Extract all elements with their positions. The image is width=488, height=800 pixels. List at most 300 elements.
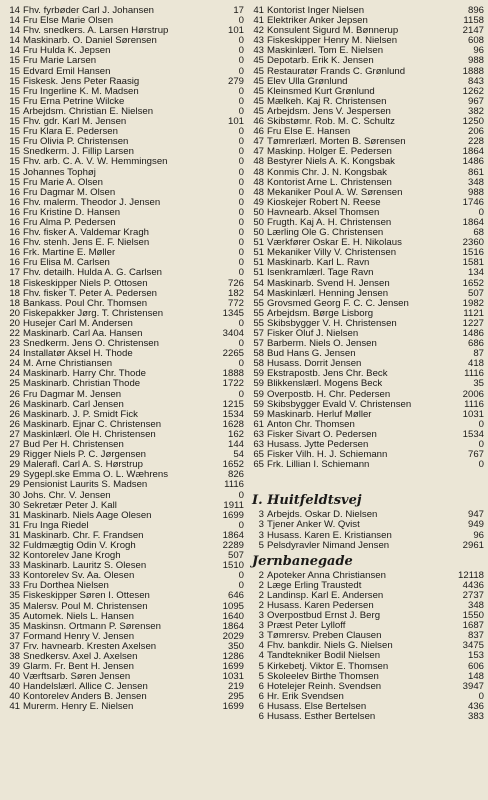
- entry-name: Bud Per H. Christensen: [23, 440, 124, 451]
- list-item: [248, 67, 484, 77]
- entry-name: Maskinarb. Carl Jensen: [23, 399, 124, 410]
- entry-number: 14: [9, 5, 20, 16]
- entry-name: Fhv. fisker T. Peter A. Pedersen: [23, 288, 158, 299]
- entry-number: 57: [253, 328, 264, 339]
- entry-name: Husass. Jytte Pedersen: [267, 440, 369, 451]
- entry-name: Isenkramlærl. Tage Ravn: [267, 268, 374, 279]
- entry-amount: 1158: [463, 15, 484, 27]
- entry-name: Husass. Dorrit Jensen: [267, 359, 362, 370]
- entry-number: 17: [9, 267, 20, 279]
- entry-number: 40: [9, 681, 20, 693]
- list-item: [248, 601, 484, 611]
- entry-number: 6: [258, 700, 264, 712]
- entry-name: Husass. Else Bertelsen: [267, 701, 367, 712]
- entry-amount: 1864: [462, 146, 484, 158]
- entry-amount: 1116: [224, 479, 244, 491]
- entry-number: 31: [9, 529, 20, 541]
- entry-name: Fru Alma P. Pedersen: [23, 217, 116, 228]
- list-item: [4, 218, 244, 228]
- entry-name: Maskinarb. J. P. Smidt Fick: [23, 409, 138, 420]
- list-item: [248, 127, 484, 137]
- entry-name: Ekstrapostb. Jens Chr. Beck: [267, 369, 388, 380]
- entry-number: 24: [9, 368, 20, 380]
- list-item: [248, 369, 484, 379]
- entry-name: Mekaniker Villy V. Christensen: [267, 248, 397, 259]
- entry-amount: 0: [238, 146, 244, 158]
- entry-name: Fru Else Marie Olsen: [23, 16, 114, 27]
- entry-amount: 1262: [462, 85, 484, 97]
- list-item: [248, 289, 484, 299]
- entry-name: Bankass. Poul Chr. Thomsen: [23, 298, 148, 309]
- list-item: [248, 390, 484, 400]
- entry-number: 33: [9, 580, 20, 592]
- entry-amount: 350: [227, 640, 244, 652]
- entry-name: Fiskepakker Jørg. T. Christensen: [23, 308, 164, 319]
- list-item: [248, 430, 484, 440]
- list-item: [4, 541, 244, 551]
- entry-name: Fru Inga Riedel: [23, 520, 89, 531]
- entry-number: 47: [253, 136, 264, 148]
- entry-name: Kontorelev Sv. Aa. Olesen: [23, 571, 135, 582]
- right-column-list: [248, 6, 484, 470]
- entry-number: 51: [253, 257, 264, 269]
- entry-amount: 418: [467, 358, 484, 370]
- entry-amount: 1864: [222, 620, 244, 632]
- entry-amount: 1982: [462, 297, 484, 309]
- entry-name: Konsulent Sigurd M. Bønnerup: [267, 26, 399, 37]
- list-item: [248, 77, 484, 87]
- entry-amount: 383: [467, 711, 484, 722]
- entry-amount: 12118: [458, 569, 484, 581]
- entry-amount: 96: [473, 529, 484, 541]
- list-item: [248, 319, 484, 329]
- entry-number: 47: [253, 146, 264, 158]
- list-item: [248, 621, 484, 631]
- entry-name: Fisker Oluf J. Nielsen: [267, 329, 359, 339]
- entry-name: Fru Elisa M. Carlsen: [23, 258, 110, 269]
- list-item: [4, 329, 244, 339]
- entry-name: Grovsmed Georg F. C. C. Jensen: [267, 298, 409, 309]
- entry-amount: 0: [238, 317, 244, 329]
- entry-amount: 1911: [223, 499, 244, 511]
- list-item: [248, 117, 484, 127]
- entry-amount: 947: [467, 509, 484, 521]
- entry-name: Maskinlærl. Ole H. Christensen: [23, 429, 156, 440]
- entry-amount: 1227: [462, 317, 484, 329]
- entry-name: Fhv. bankdir. Niels G. Nielsen: [267, 641, 393, 652]
- list-item: [248, 16, 484, 26]
- entry-number: 58: [253, 348, 264, 360]
- entry-amount: 1699: [222, 661, 244, 673]
- list-item: [248, 571, 484, 581]
- entry-number: 31: [9, 519, 20, 531]
- list-item: [248, 309, 484, 319]
- entry-number: 65: [253, 459, 264, 471]
- list-item: [248, 157, 484, 167]
- entry-name: Husass. Karen E. Kristiansen: [267, 530, 392, 541]
- entry-amount: 348: [467, 176, 484, 188]
- list-item: [4, 67, 244, 77]
- entry-number: 59: [253, 378, 264, 390]
- entry-amount: 686: [467, 338, 484, 350]
- entry-name: Bud Hans G. Jensen: [267, 349, 356, 360]
- entry-name: Fru Marie Larsen: [23, 56, 97, 67]
- entry-number: 41: [253, 15, 264, 27]
- entry-number: 26: [9, 398, 20, 410]
- list-item: [4, 26, 244, 36]
- entry-name: Snedkerm. Jens O. Christensen: [23, 339, 159, 350]
- list-item: [4, 430, 244, 440]
- list-item: [4, 137, 244, 147]
- entry-amount: 1888: [462, 65, 484, 77]
- entry-amount: 0: [238, 65, 244, 77]
- entry-name: Lærling Ole G. Christensen: [267, 228, 384, 239]
- list-item: [4, 642, 244, 652]
- list-item: [4, 390, 244, 400]
- entry-number: 43: [253, 35, 264, 47]
- list-item: [248, 299, 484, 309]
- entry-name: Fuldmægtig Odin V. Krogh: [23, 540, 136, 551]
- entry-number: 50: [253, 227, 264, 239]
- entry-name: Elektriker Anker Jepsen: [267, 16, 368, 27]
- list-item: [248, 692, 484, 702]
- list-item: [248, 329, 484, 339]
- entry-number: 46: [253, 126, 264, 138]
- entry-amount: 843: [467, 75, 484, 87]
- entry-name: Pensionist Laurits S. Madsen: [23, 480, 148, 491]
- entry-amount: 1746: [462, 196, 484, 208]
- entry-name: Fhv. detailh. Hulda A. G. Carlsen: [23, 268, 162, 279]
- entry-number: 15: [9, 105, 20, 117]
- entry-amount: 87: [473, 348, 484, 360]
- list-item: [4, 561, 244, 571]
- entry-number: 15: [9, 85, 20, 97]
- entry-name: Snedkersv. Axel J. Axelsen: [23, 652, 138, 662]
- list-item: [4, 16, 244, 26]
- list-item: [4, 652, 244, 662]
- entry-name: Skibsbygger V. H. Christensen: [267, 318, 397, 329]
- entry-amount: 0: [238, 237, 244, 249]
- entry-name: Husass. Karen Pedersen: [267, 600, 374, 611]
- list-item: [248, 6, 484, 16]
- entry-amount: 988: [467, 186, 484, 198]
- entry-number: 3: [258, 630, 264, 642]
- entry-amount: 17: [233, 5, 244, 16]
- entry-amount: 182: [227, 287, 244, 299]
- entry-amount: 0: [238, 388, 244, 400]
- entry-number: 63: [253, 428, 264, 440]
- entry-name: Frk. Lillian I. Schiemann: [267, 460, 370, 471]
- entry-name: Maskinarb. Svend H. Jensen: [267, 278, 390, 289]
- entry-amount: 0: [238, 55, 244, 67]
- entry-name: Maskinarb. Harry Chr. Thode: [23, 369, 146, 380]
- entry-amount: 54: [233, 449, 244, 461]
- entry-number: 18: [9, 287, 20, 299]
- entry-amount: 1031: [222, 671, 244, 683]
- entry-name: Fhv. gdr. Karl M. Jensen: [23, 117, 127, 128]
- entry-number: 35: [9, 600, 20, 612]
- entry-amount: 2737: [462, 589, 484, 601]
- entry-name: Fiskeskipper Niels P. Ottosen: [23, 278, 148, 289]
- list-item: [4, 198, 244, 208]
- list-item: [248, 46, 484, 56]
- section-heading-huitfeldtsvej: I. Huitfeldtsvej: [252, 493, 362, 509]
- list-item: [248, 510, 484, 520]
- entry-name: Pelsdyravler Nimand Jensen: [267, 540, 390, 551]
- entry-number: 15: [9, 65, 20, 77]
- list-item: [248, 359, 484, 369]
- entry-amount: 0: [238, 338, 244, 350]
- entry-amount: 1722: [222, 378, 244, 390]
- entry-name: Fru Marie A. Olsen: [23, 177, 103, 188]
- entry-number: 43: [253, 45, 264, 57]
- entry-name: Fru Dagmar M. Olsen: [23, 187, 116, 198]
- list-item: [4, 289, 244, 299]
- entry-number: 2: [258, 569, 264, 581]
- entry-number: 41: [253, 5, 264, 16]
- list-item: [248, 198, 484, 208]
- entry-amount: 1652: [222, 459, 244, 471]
- entry-amount: 1687: [462, 620, 484, 632]
- entry-name: Skibstømr. Rob. M. C. Schultz: [267, 117, 395, 128]
- entry-amount: 1534: [222, 408, 244, 420]
- entry-amount: 0: [238, 156, 244, 168]
- entry-amount: 279: [227, 75, 244, 87]
- list-item: [248, 641, 484, 651]
- entry-amount: 144: [227, 439, 244, 451]
- entry-number: 58: [253, 358, 264, 370]
- list-item: [248, 651, 484, 661]
- entry-amount: 3404: [222, 328, 244, 339]
- entry-amount: 0: [238, 196, 244, 208]
- entry-name: Elev Ulla Grønlund: [267, 76, 348, 87]
- entry-name: Hotelejer Reinh. Svendsen: [267, 681, 382, 692]
- entry-number: 29: [9, 449, 20, 461]
- list-item: [4, 349, 244, 359]
- list-item: [248, 702, 484, 712]
- entry-name: Mælkeh. Kaj R. Christensen: [267, 96, 387, 107]
- entry-number: 16: [9, 186, 20, 198]
- list-item: [4, 551, 244, 561]
- entry-amount: 96: [473, 45, 484, 57]
- entry-number: 32: [9, 550, 20, 562]
- entry-amount: 1550: [462, 610, 484, 622]
- entry-name: Arbejdsm. Christian E. Nielsen: [23, 106, 154, 117]
- entry-number: 14: [9, 25, 20, 37]
- entry-name: Maskinp. Holger E. Pedersen: [267, 147, 392, 158]
- entry-amount: 507: [227, 550, 244, 562]
- entry-name: Johs. Chr. V. Jensen: [23, 490, 111, 501]
- entry-number: 45: [253, 95, 264, 107]
- entry-amount: 0: [238, 105, 244, 117]
- entry-number: 26: [9, 408, 20, 420]
- entry-amount: 206: [467, 126, 484, 138]
- list-item: [4, 127, 244, 137]
- entry-name: Maskinarb. O. Daniel Sørensen: [23, 36, 157, 47]
- entry-amount: 148: [467, 670, 484, 682]
- entry-amount: 1116: [464, 368, 484, 380]
- list-item: [248, 611, 484, 621]
- entry-amount: 1864: [222, 529, 244, 541]
- entry-number: 40: [9, 671, 20, 683]
- entry-number: 18: [9, 297, 20, 309]
- entry-amount: 295: [227, 691, 244, 703]
- list-item: [4, 248, 244, 258]
- entry-name: Maskinlærl. Henning Jensen: [267, 288, 389, 299]
- entry-name: Apoteker Anna Christiansen: [267, 570, 386, 581]
- entry-amount: 1516: [462, 247, 484, 259]
- entry-name: Restauratør Frands C. Grønlund: [267, 66, 406, 77]
- entry-number: 15: [9, 136, 20, 148]
- entry-number: 30: [9, 499, 20, 511]
- entry-name: Glarm. Fr. Bent H. Jensen: [23, 662, 134, 673]
- entry-number: 37: [9, 630, 20, 642]
- entry-name: Havnearb. Aksel Thomsen: [267, 207, 380, 218]
- list-item: [248, 238, 484, 248]
- entry-name: Fhv. snedkers. A. Larsen Hørstrup: [23, 26, 169, 37]
- list-item: [248, 450, 484, 460]
- entry-name: Anton Chr. Thomsen: [267, 419, 355, 430]
- entry-number: 6: [258, 690, 264, 702]
- entry-amount: 0: [238, 136, 244, 148]
- entry-name: Fiskeskipper Henry M. Nielsen: [267, 36, 398, 47]
- entry-amount: 436: [467, 700, 484, 712]
- list-item: [4, 379, 244, 389]
- entry-name: Frugth. Kaj A. H. Christensen: [267, 217, 392, 228]
- entry-name: Frk. Martine E. Møller: [23, 248, 116, 259]
- list-item: [4, 359, 244, 369]
- list-item: [4, 6, 244, 16]
- entry-name: Kontorist Inger Nielsen: [267, 6, 365, 16]
- entry-name: M. Arne Christiansen: [23, 359, 113, 370]
- list-item: [4, 612, 244, 622]
- entry-amount: 949: [467, 519, 484, 531]
- entry-number: 15: [9, 166, 20, 178]
- entry-amount: 0: [238, 247, 244, 259]
- list-item: [4, 369, 244, 379]
- entry-amount: 2360: [462, 237, 484, 249]
- entry-number: 5: [258, 660, 264, 672]
- entry-name: Kirkebetj. Viktor E. Thomsen: [267, 661, 389, 672]
- entry-amount: 1864: [462, 216, 484, 228]
- entry-number: 31: [9, 509, 20, 521]
- entry-name: Frv. havnearb. Kresten Axelsen: [23, 641, 157, 652]
- entry-number: 26: [9, 388, 20, 400]
- entry-amount: 2265: [222, 348, 244, 360]
- list-item: [4, 591, 244, 601]
- list-item: [248, 208, 484, 218]
- list-item: [248, 581, 484, 591]
- entry-amount: 1215: [222, 398, 244, 410]
- list-item: [4, 157, 244, 167]
- entry-name: Maskinsn. Ortmann P. Sørensen: [23, 621, 161, 632]
- entry-name: Fru Kristine D. Hansen: [23, 207, 121, 218]
- entry-number: 57: [253, 338, 264, 350]
- list-item: [248, 87, 484, 97]
- entry-number: 23: [9, 338, 20, 350]
- entry-number: 15: [9, 146, 20, 158]
- list-item: [4, 632, 244, 642]
- entry-name: Tjener Anker W. Qvist: [267, 520, 360, 531]
- entry-number: 48: [253, 156, 264, 168]
- entry-name: Malerafl. Carl A. S. Hørstrup: [23, 460, 143, 471]
- entry-number: 51: [253, 247, 264, 259]
- entry-number: 59: [253, 398, 264, 410]
- entry-amount: 219: [227, 681, 244, 693]
- list-item: [4, 319, 244, 329]
- entry-number: 20: [9, 307, 20, 319]
- list-item: [4, 77, 244, 87]
- entry-amount: 1095: [222, 600, 244, 612]
- entry-number: 55: [253, 317, 264, 329]
- entry-number: 22: [9, 328, 20, 339]
- entry-amount: 0: [238, 227, 244, 239]
- list-item: [4, 501, 244, 511]
- entry-name: Maskinarb. Ejnar C. Christensen: [23, 419, 162, 430]
- entry-number: 45: [253, 65, 264, 77]
- jernbanegade-list: [248, 571, 484, 722]
- entry-amount: 1640: [222, 610, 244, 622]
- entry-amount: 1250: [462, 116, 484, 128]
- list-item: [4, 117, 244, 127]
- entry-name: Arbejdsm. Jens V. Jespersen: [267, 106, 391, 117]
- right-column: [248, 6, 484, 722]
- entry-number: 18: [9, 277, 20, 289]
- entry-name: Barberm. Niels O. Jensen: [267, 339, 377, 350]
- entry-name: Maskinarb. Chr. F. Frandsen: [23, 530, 144, 541]
- list-item: [4, 460, 244, 470]
- entry-number: 15: [9, 55, 20, 67]
- entry-name: Arbejds. Oskar D. Nielsen: [267, 510, 378, 521]
- list-item: [248, 460, 484, 470]
- entry-amount: 101: [227, 116, 244, 128]
- entry-amount: 2147: [462, 25, 484, 37]
- entry-amount: 3947: [462, 680, 484, 692]
- huitfeldtsvej-list: [248, 510, 484, 550]
- entry-number: 48: [253, 176, 264, 188]
- entry-number: 15: [9, 156, 20, 168]
- entry-name: Landinsp. Karl E. Andersen: [267, 590, 384, 601]
- entry-number: 15: [9, 75, 20, 87]
- left-column: [4, 6, 244, 713]
- entry-number: 6: [258, 711, 264, 722]
- entry-number: 5: [258, 670, 264, 682]
- entry-amount: 0: [238, 45, 244, 57]
- entry-amount: 2029: [222, 630, 244, 642]
- entry-number: 46: [253, 116, 264, 128]
- entry-amount: 0: [238, 166, 244, 178]
- entry-number: 45: [253, 55, 264, 67]
- entry-name: Fhv. malerm. Theodor J. Jensen: [23, 197, 161, 208]
- list-item: [248, 420, 484, 430]
- entry-name: Snedkerm. J. Fillip Larsen: [23, 147, 134, 158]
- list-item: [4, 339, 244, 349]
- entry-amount: 1699: [222, 701, 244, 713]
- entry-name: Arbejdsm. Børge Lisborg: [267, 308, 374, 319]
- list-item: [4, 672, 244, 682]
- list-item: [248, 400, 484, 410]
- entry-amount: 507: [467, 287, 484, 299]
- entry-number: 16: [9, 237, 20, 249]
- section-spacer: [248, 470, 484, 490]
- entry-name: Fiskeskipper Søren I. Ottesen: [23, 591, 150, 602]
- entry-amount: 2289: [222, 539, 244, 551]
- entry-name: Fru Klara E. Pedersen: [23, 127, 118, 138]
- list-item: [248, 137, 484, 147]
- entry-number: 38: [9, 651, 20, 662]
- entry-amount: 608: [467, 35, 484, 47]
- list-item: [248, 178, 484, 188]
